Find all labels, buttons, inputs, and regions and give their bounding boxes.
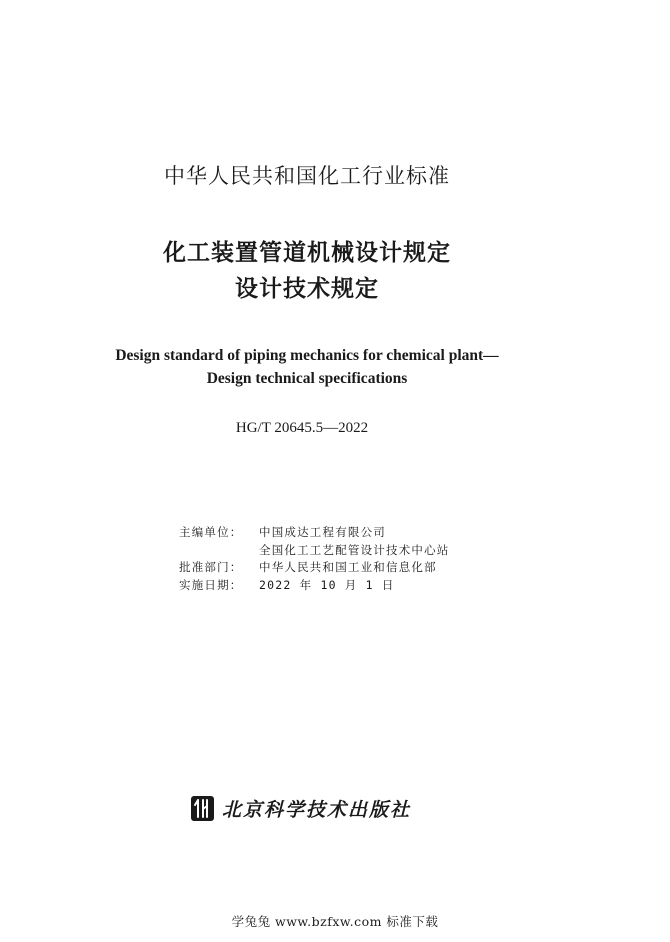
date-value: 2022 年 10 月 1 日: [259, 577, 395, 592]
standard-code: HG/T 20645.5—2022: [235, 420, 369, 436]
publisher-name: 北京科学技术出版社: [222, 798, 412, 821]
publisher: [191, 794, 411, 822]
editor-label: 主编单位：: [179, 525, 243, 539]
title-cn-line1: 化工装置管道机械设计规定: [163, 240, 451, 266]
title-en-line2: Design technical specifications: [206, 370, 408, 387]
date-label: 实施日期：: [179, 577, 243, 592]
footer-watermark: 学兔兔 www.bzfxw.com 标准下载: [231, 914, 439, 929]
approver-row: [179, 559, 450, 577]
date-row: [179, 577, 450, 595]
industry-standard-heading: 中华人民共和国化工行业标准: [164, 164, 450, 188]
info-block: [179, 524, 450, 594]
title-en-line1: Design standard of piping mechanics for chemical plant—: [115, 347, 499, 364]
approver-label: 批准部门：: [179, 560, 243, 574]
editor-row: [179, 524, 450, 542]
approver-value: 中华人民共和国工业和信息化部: [259, 560, 437, 574]
editor-value-2: 全国化工工艺配管设计技术中心站: [259, 542, 450, 557]
editor-row-2: [179, 542, 450, 560]
title-cn-line2: 设计技术规定: [235, 276, 379, 302]
publisher-logo-icon: [191, 796, 214, 821]
editor-value-1: 中国成达工程有限公司: [259, 525, 386, 539]
